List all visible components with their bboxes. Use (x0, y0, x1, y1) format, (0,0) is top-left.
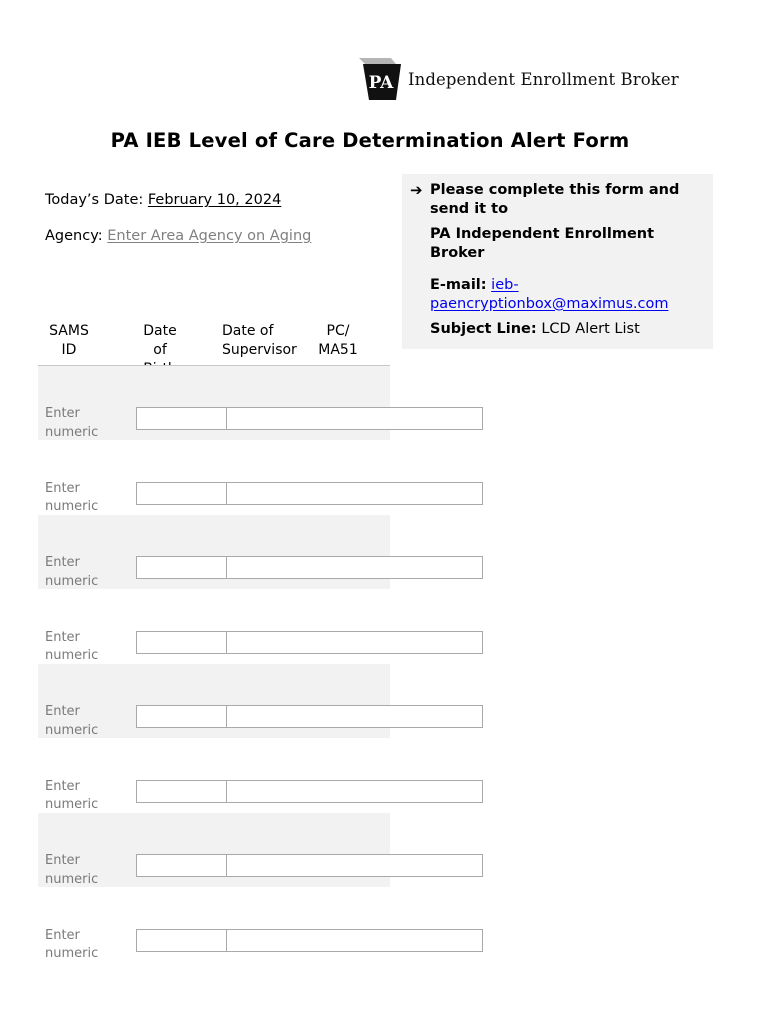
row-entry-field[interactable] (136, 482, 483, 505)
email-link[interactable]: ieb-paencryptionbox@maximus.com (430, 277, 669, 312)
arrow-right-icon: ➔ (410, 181, 423, 199)
instruction-text: Please complete this form and send it to (430, 182, 680, 217)
column-header-date-of-birth: Date of (143, 323, 177, 358)
subject-value: LCD Alert List (541, 321, 640, 337)
sams-id-input[interactable]: Enter numeric (45, 629, 99, 663)
sams-id-input[interactable]: Enter numeric (45, 480, 99, 514)
row-entry-field[interactable] (136, 556, 483, 579)
keystone-logo-icon (358, 56, 404, 102)
row-entry-field[interactable] (136, 631, 483, 654)
agency-label: Agency: (45, 228, 103, 244)
agency (45, 228, 311, 244)
sams-id-input[interactable]: Enter numeric (45, 927, 99, 961)
subject-line (410, 320, 703, 339)
row-entry-field[interactable] (136, 780, 483, 803)
field-divider (226, 705, 231, 728)
logo-mark-text: PA (368, 73, 394, 93)
sams-id-input[interactable]: Enter numeric (45, 853, 99, 887)
row-entry-field[interactable] (136, 929, 483, 952)
page-title: PA IEB Level of Care Determination Alert Form (110, 129, 630, 152)
field-divider (226, 631, 231, 654)
row-entry-field[interactable] (136, 407, 483, 430)
field-divider (226, 780, 231, 803)
field-divider (226, 407, 231, 430)
field-divider (226, 854, 231, 877)
email-line (410, 276, 703, 313)
subject-label: Subject Line: (430, 321, 537, 337)
todays-date-label: Today’s Date: (45, 192, 144, 208)
instruction-box (402, 174, 713, 349)
sams-id-input[interactable]: Enter numeric (45, 555, 99, 589)
email-label: E-mail: (430, 277, 487, 293)
column-header-pc-ma51: PC/ MA51 (318, 323, 358, 358)
row-entry-field[interactable] (136, 854, 483, 877)
column-header-sams-id: SAMS ID (49, 323, 89, 358)
todays-date-field[interactable]: February 10, 2024 (147, 192, 282, 208)
field-divider (226, 556, 231, 579)
agency-field[interactable]: Enter Area Agency on Aging (107, 228, 312, 244)
column-header-date-of-supervisor: Date of Supervisor (222, 323, 297, 358)
recipient-name: PA Independent Enrollment Broker (430, 226, 655, 261)
logo-text: Independent Enrollment Broker (408, 69, 679, 89)
field-divider (226, 482, 231, 505)
sams-id-input[interactable]: Enter numeric (45, 704, 99, 738)
row-entry-field[interactable] (136, 705, 483, 728)
sams-id-input[interactable]: Enter numeric (45, 406, 99, 440)
ieb-logo (358, 56, 679, 102)
sams-id-input[interactable]: Enter numeric (45, 778, 99, 812)
todays-date (45, 192, 281, 208)
field-divider (226, 929, 231, 952)
